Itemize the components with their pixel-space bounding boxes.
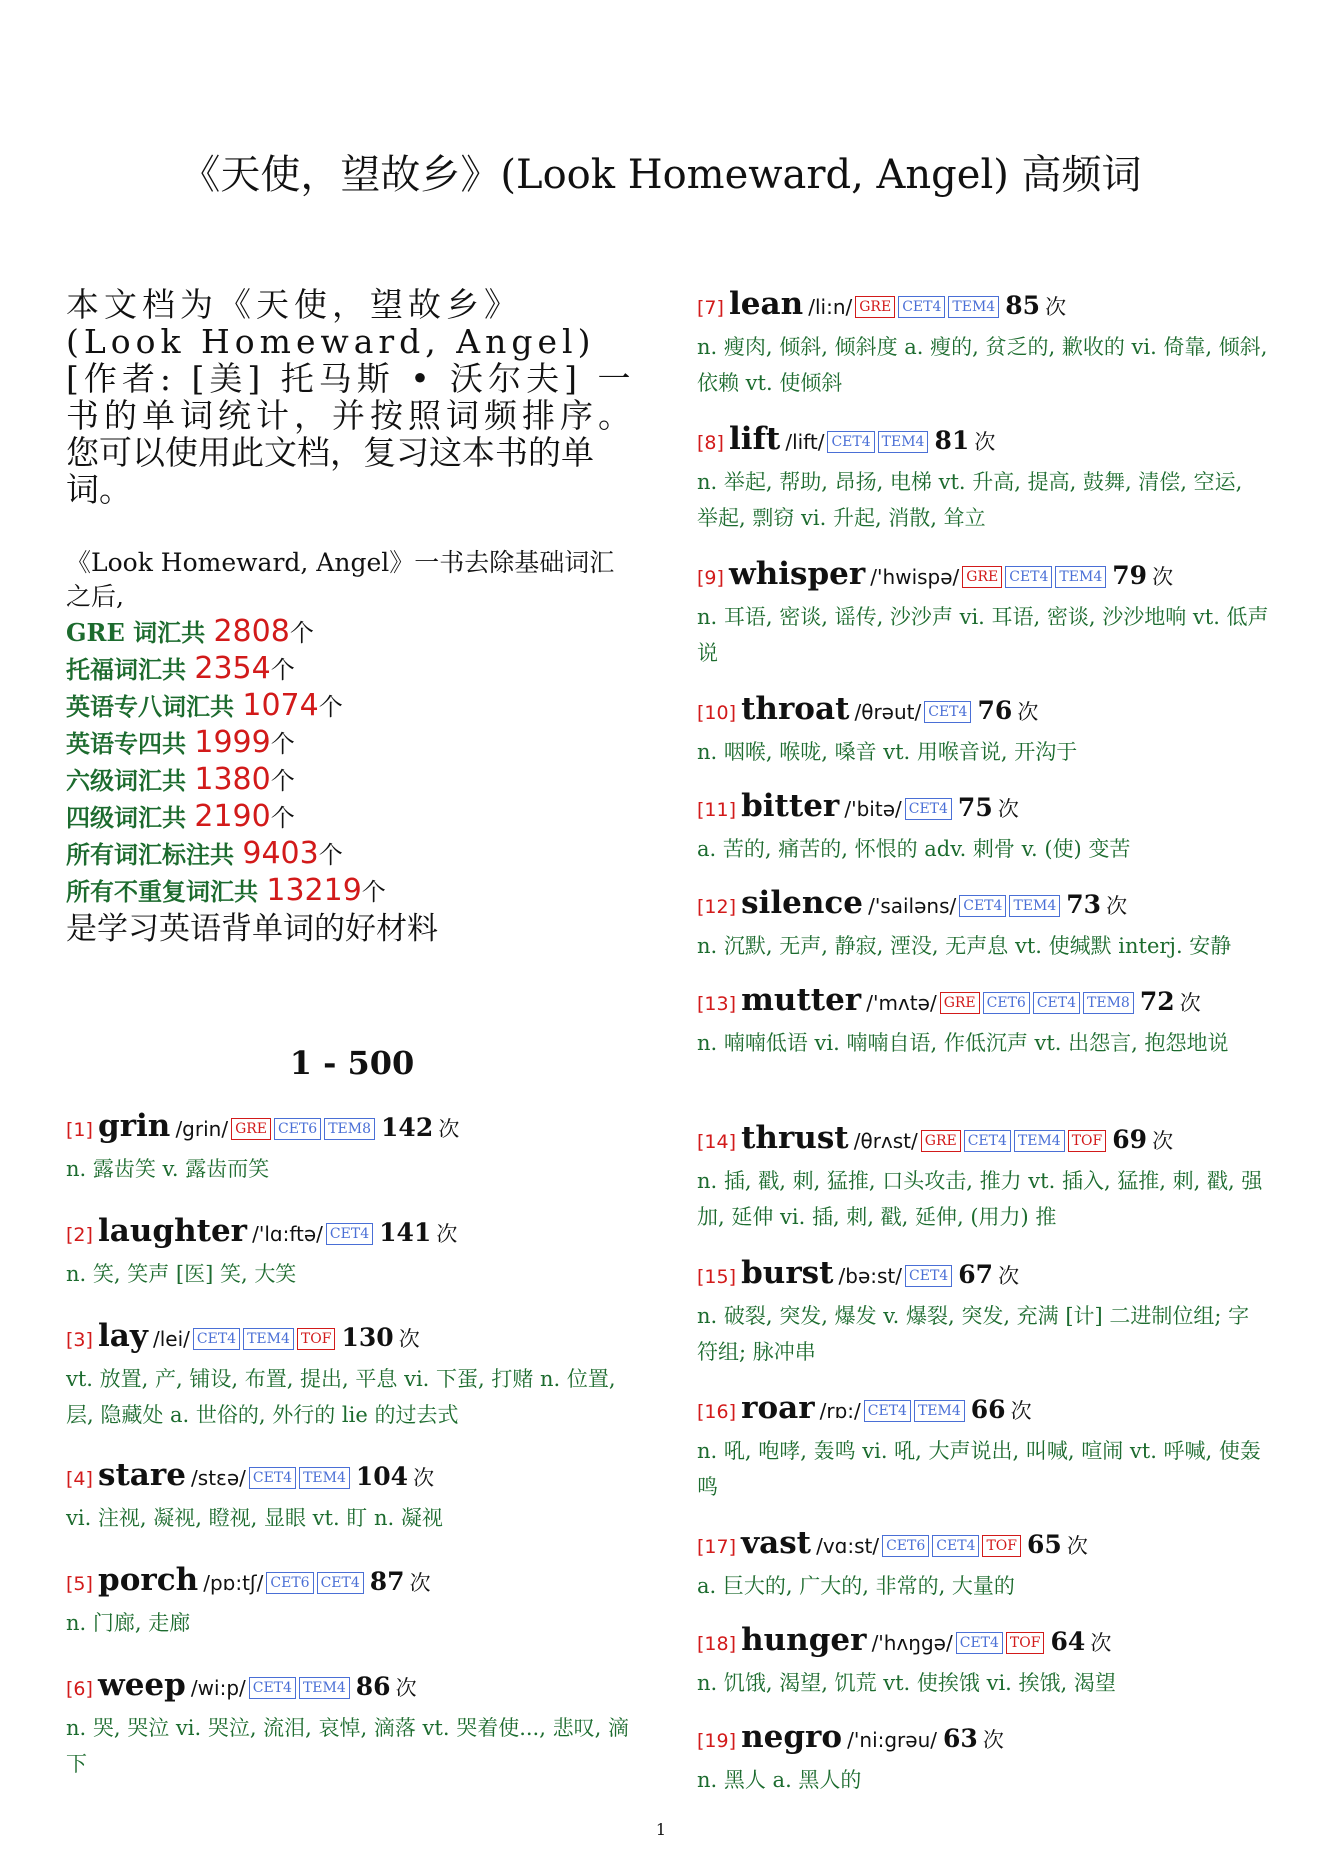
word-entry (697, 982, 1269, 1061)
word-entry (66, 1213, 638, 1292)
entry-index: [2] (66, 1224, 93, 1246)
entry-headline (697, 1255, 1269, 1296)
entry-definition: vi. 注视, 凝视, 瞪视, 显眼 vt. 盯 n. 凝视 (66, 1506, 443, 1530)
entry-definition: n. 笑, 笑声 [医] 笑, 大笑 (66, 1262, 297, 1286)
level-tag: CET4 (827, 431, 874, 453)
entry-count: 76 (977, 696, 1013, 725)
word-entry (697, 885, 1269, 964)
entry-word: silence (741, 885, 863, 921)
stats-unit: 个 (270, 804, 295, 832)
count-unit: 次 (982, 1728, 1004, 1752)
entry-definition: n. 喃喃低语 vi. 喃喃自语, 作低沉声 vt. 出怨言, 抱怨地说 (697, 1031, 1229, 1055)
entry-word: bitter (741, 788, 840, 824)
entry-phonetic: /li:n/ (808, 295, 853, 319)
entry-word: laughter (98, 1213, 248, 1249)
entry-definition: n. 吼, 咆哮, 轰鸣 vi. 吼, 大声说出, 叫喊, 喧闹 vt. 呼喊, 使轰鸣 (697, 1439, 1261, 1499)
entry-count: 81 (934, 426, 970, 455)
entry-count: 104 (355, 1462, 409, 1491)
word-entry (697, 286, 1269, 401)
level-tag: TOF (297, 1328, 336, 1350)
entry-headline (697, 286, 1269, 327)
entry-count: 66 (970, 1395, 1006, 1424)
entry-phonetic: /rɒ:/ (819, 1399, 861, 1423)
level-tag: CET4 (249, 1677, 296, 1699)
entry-word: grin (98, 1108, 171, 1144)
entry-index: [17] (697, 1536, 737, 1558)
level-tag: CET4 (1033, 992, 1080, 1014)
count-unit: 次 (1045, 295, 1067, 319)
entry-phonetic: /lei/ (153, 1327, 190, 1351)
entry-word: hunger (741, 1622, 867, 1658)
entry-count: 85 (1005, 291, 1040, 320)
word-entry (697, 691, 1269, 770)
entry-count: 69 (1112, 1125, 1148, 1154)
stats-label: 六级词汇共 (66, 766, 195, 795)
level-tag: CET4 (905, 798, 952, 820)
entry-count: 63 (943, 1724, 978, 1753)
entry-count: 141 (379, 1218, 432, 1247)
entry-phonetic: /θrʌst/ (853, 1129, 918, 1153)
entry-index: [3] (66, 1329, 93, 1351)
level-tag: CET4 (905, 1265, 952, 1287)
entry-phonetic: /θrəut/ (854, 700, 922, 724)
stats-row (66, 688, 638, 725)
entry-index: [11] (697, 799, 737, 821)
entry-word: lift (729, 421, 781, 457)
entry-word: stare (98, 1457, 186, 1493)
entry-headline (697, 788, 1269, 829)
entry-index: [18] (697, 1633, 737, 1655)
level-tag: CET6 (274, 1118, 321, 1140)
word-entry (697, 788, 1269, 867)
level-tag: CET4 (864, 1400, 911, 1422)
stats-count: 2190 (194, 799, 271, 834)
stats-row (66, 614, 638, 651)
stats-count: 9403 (242, 836, 319, 871)
level-tag: TEM4 (299, 1677, 350, 1699)
stats-count: 1380 (194, 762, 271, 797)
entry-phonetic: /pɒ:tʃ/ (203, 1571, 264, 1595)
level-tag: TEM4 (1055, 566, 1106, 588)
entry-definition: n. 哭, 哭泣 vi. 哭泣, 流泪, 哀悼, 滴落 vt. 哭着使..., 悲叹, 滴下 (66, 1716, 629, 1776)
entry-phonetic: /'ni:grəu/ (847, 1728, 937, 1752)
level-tag: TEM4 (243, 1328, 294, 1350)
entry-index: [16] (697, 1401, 737, 1423)
entry-headline (66, 1213, 638, 1254)
entry-index: [1] (66, 1119, 93, 1141)
level-tag: CET6 (882, 1535, 929, 1557)
entry-word: weep (98, 1667, 186, 1703)
entry-word: burst (741, 1255, 834, 1291)
count-unit: 次 (413, 1466, 435, 1490)
entry-word: porch (98, 1562, 199, 1598)
entry-word: negro (741, 1719, 843, 1755)
entry-headline (697, 421, 1269, 462)
level-tag: CET4 (193, 1328, 240, 1350)
stats-label: 四级词汇共 (66, 803, 195, 832)
entry-definition: a. 巨大的, 广大的, 非常的, 大量的 (697, 1574, 1015, 1598)
entry-definition: n. 举起, 帮助, 昂扬, 电梯 vt. 升高, 提高, 鼓舞, 清偿, 空运, 举起, 剽窃 vi. 升起, 消散, 耸立 (697, 470, 1243, 530)
entry-headline (66, 1667, 638, 1708)
entry-definition: n. 饥饿, 渴望, 饥荒 vt. 使挨饿 vi. 挨饿, 渴望 (697, 1671, 1116, 1695)
level-tag: TOF (982, 1535, 1021, 1557)
range-heading: 1 - 500 (289, 1044, 415, 1082)
entry-phonetic: /'hʌŋgə/ (871, 1631, 953, 1655)
entry-headline (66, 1318, 638, 1359)
entry-definition: n. 黑人 a. 黑人的 (697, 1768, 862, 1792)
entry-index: [12] (697, 896, 737, 918)
entry-count: 130 (341, 1323, 394, 1352)
stats-heading: 《Look Homeward, Angel》一书去除基础词汇之后, (66, 548, 615, 611)
level-tag: CET4 (1005, 566, 1052, 588)
word-entry (66, 1108, 638, 1187)
word-entry (697, 1525, 1269, 1604)
level-tag: CET4 (326, 1223, 373, 1245)
level-tag: GRE (921, 1130, 961, 1152)
entry-word: roar (741, 1390, 815, 1426)
stats-count: 2354 (194, 651, 271, 686)
entry-headline (697, 1719, 1269, 1760)
entry-count: 73 (1066, 890, 1102, 919)
entry-phonetic: /bə:st/ (838, 1264, 903, 1288)
count-unit: 次 (438, 1117, 460, 1141)
entry-phonetic: /lift/ (785, 430, 825, 454)
level-tag: TEM4 (1014, 1130, 1065, 1152)
word-entry (697, 556, 1269, 671)
entry-definition: n. 咽喉, 喉咙, 嗓音 vt. 用喉音说, 开沟于 (697, 740, 1078, 764)
level-tag: TEM8 (1083, 992, 1134, 1014)
count-unit: 次 (1152, 1129, 1174, 1153)
word-entry (697, 1622, 1269, 1701)
entry-headline (66, 1457, 638, 1498)
stats-label: 英语专四共 (66, 729, 195, 758)
entry-phonetic: /stɛə/ (191, 1466, 246, 1490)
entry-count: 65 (1027, 1530, 1062, 1559)
stats-count: 13219 (266, 873, 362, 908)
entry-definition: n. 瘦肉, 倾斜, 倾斜度 a. 瘦的, 贫乏的, 歉收的 vi. 倚靠, 倾斜, 依赖 vt. 使倾斜 (697, 335, 1268, 395)
stats-unit: 个 (318, 693, 343, 721)
level-tag: CET4 (249, 1467, 296, 1489)
stats-label: 英语专八词汇共 (66, 692, 243, 721)
count-unit: 次 (998, 1264, 1020, 1288)
entry-count: 72 (1139, 987, 1175, 1016)
entry-count: 67 (958, 1260, 993, 1289)
stats-row (66, 762, 638, 799)
stats-tail: 是学习英语背单词的好材料 (66, 911, 438, 947)
stats-row (66, 873, 638, 910)
level-tag: CET4 (964, 1130, 1011, 1152)
entry-index: [13] (697, 993, 737, 1015)
count-unit: 次 (436, 1222, 458, 1246)
stats-label: GRE 词汇共 (66, 618, 214, 647)
level-tag: CET4 (924, 701, 971, 723)
level-tag: CET4 (317, 1572, 364, 1594)
entry-headline (697, 1390, 1269, 1431)
entry-index: [9] (697, 567, 724, 589)
word-entry (66, 1318, 638, 1433)
level-tag: TOF (1068, 1130, 1107, 1152)
entry-phonetic: /wi:p/ (190, 1676, 246, 1700)
entry-word: lay (98, 1318, 148, 1354)
entry-count: 86 (355, 1672, 391, 1701)
entry-word: whisper (729, 556, 866, 592)
word-entry (697, 1255, 1269, 1370)
level-tag: CET4 (956, 1632, 1003, 1654)
entry-headline (697, 1525, 1269, 1566)
entry-count: 75 (957, 793, 993, 822)
entry-index: [7] (697, 297, 724, 319)
entry-headline (697, 556, 1269, 597)
level-tag: CET4 (959, 895, 1006, 917)
count-unit: 次 (398, 1327, 420, 1351)
intro-paragraph (66, 286, 638, 508)
count-unit: 次 (1106, 894, 1128, 918)
entry-index: [4] (66, 1468, 93, 1490)
entry-count: 87 (369, 1567, 405, 1596)
entry-headline (66, 1108, 638, 1149)
level-tag: CET6 (266, 1572, 313, 1594)
entry-word: vast (741, 1525, 811, 1561)
count-unit: 次 (1066, 1534, 1088, 1558)
level-tag: GRE (962, 566, 1002, 588)
level-tag: CET6 (983, 992, 1030, 1014)
entry-phonetic: /'lɑ:ftə/ (252, 1222, 323, 1246)
stats-count: 2808 (213, 614, 290, 649)
stats-count: 1999 (194, 725, 271, 760)
stats-unit: 个 (270, 767, 295, 795)
word-entry (697, 421, 1269, 536)
vocabulary-stats (66, 546, 638, 948)
intro-line-2: 您可以使用此文档，复习这本书的单词。 (66, 433, 594, 509)
level-tag: TEM4 (914, 1400, 965, 1422)
entry-headline (697, 885, 1269, 926)
level-tag: GRE (855, 296, 895, 318)
count-unit: 次 (1010, 1399, 1032, 1423)
count-unit: 次 (409, 1571, 431, 1595)
entry-word: lean (729, 286, 804, 322)
entry-headline (697, 1622, 1269, 1663)
entry-definition: n. 破裂, 突发, 爆发 v. 爆裂, 突发, 充满 [计] 二进制位组; 字符组; 脉冲串 (697, 1304, 1250, 1364)
entry-index: [10] (697, 702, 737, 724)
page-number: 1 (655, 1820, 667, 1839)
entry-word: throat (741, 691, 850, 727)
entry-word: thrust (741, 1120, 849, 1156)
level-tag: GRE (940, 992, 980, 1014)
entry-count: 64 (1050, 1627, 1086, 1656)
entry-definition: a. 苦的, 痛苦的, 怀恨的 adv. 刺骨 v. (使) 变苦 (697, 837, 1131, 861)
word-entry (66, 1667, 638, 1782)
word-entry (66, 1562, 638, 1641)
stats-row (66, 836, 638, 873)
entry-index: [8] (697, 432, 724, 454)
count-unit: 次 (997, 797, 1019, 821)
stats-count: 1074 (242, 688, 319, 723)
entry-phonetic: /'hwispə/ (870, 565, 960, 589)
entry-definition: n. 插, 戳, 刺, 猛推, 口头攻击, 推力 vt. 插入, 猛推, 刺, 戳, 强加, 延伸 vi. 插, 刺, 戳, 延伸, (用力) 推 (697, 1169, 1263, 1229)
stats-unit: 个 (361, 878, 386, 906)
stats-label: 托福词汇共 (66, 655, 195, 684)
word-entry (697, 1719, 1269, 1798)
entry-headline (697, 1120, 1269, 1161)
entry-phonetic: /'mʌtə/ (866, 991, 937, 1015)
stats-unit: 个 (289, 619, 314, 647)
entry-definition: n. 耳语, 密谈, 谣传, 沙沙声 vi. 耳语, 密谈, 沙沙地响 vt. 低声说 (697, 605, 1269, 665)
entry-index: [15] (697, 1266, 737, 1288)
level-tag: CET4 (932, 1535, 979, 1557)
intro-line-1: 本文档为《天使，望故乡》(Look Homeward, Angel)[作者: [美] 托马斯 • 沃尔夫] 一书的单词统计，并按照词频排序。 (66, 285, 636, 435)
entry-phonetic: /vɑ:st/ (816, 1534, 880, 1558)
entry-word: mutter (741, 982, 862, 1018)
count-unit: 次 (1017, 700, 1039, 724)
level-tag: TEM4 (1009, 895, 1060, 917)
count-unit: 次 (1152, 565, 1174, 589)
level-tag: TEM4 (948, 296, 999, 318)
count-unit: 次 (974, 430, 996, 454)
entry-phonetic: /'sailəns/ (868, 894, 957, 918)
entry-count: 142 (381, 1113, 434, 1142)
word-entry (697, 1390, 1269, 1505)
word-entry (66, 1457, 638, 1536)
entry-definition: n. 门廊, 走廊 (66, 1611, 191, 1635)
level-tag: TOF (1006, 1632, 1045, 1654)
entry-index: [5] (66, 1573, 93, 1595)
entry-phonetic: /'bitə/ (844, 797, 902, 821)
count-unit: 次 (395, 1676, 417, 1700)
stats-label: 所有词汇标注共 (66, 840, 243, 869)
entry-count: 79 (1112, 561, 1148, 590)
stats-label: 所有不重复词汇共 (66, 877, 267, 906)
entry-definition: n. 沉默, 无声, 静寂, 湮没, 无声息 vt. 使缄默 interj. 安静 (697, 934, 1232, 958)
count-unit: 次 (1090, 1631, 1112, 1655)
word-entry (697, 1120, 1269, 1235)
level-tag: TEM8 (324, 1118, 375, 1140)
entry-index: [14] (697, 1131, 737, 1153)
entry-headline (697, 982, 1269, 1023)
entry-index: [6] (66, 1678, 93, 1700)
stats-unit: 个 (318, 841, 343, 869)
stats-row (66, 799, 638, 836)
entry-phonetic: /grin/ (175, 1117, 229, 1141)
entry-headline (697, 691, 1269, 732)
entry-definition: vt. 放置, 产, 铺设, 布置, 提出, 平息 vi. 下蛋, 打赌 n. 位置, 层, 隐藏处 a. 世俗的, 外行的 lie 的过去式 (66, 1367, 616, 1427)
entry-headline (66, 1562, 638, 1603)
stats-unit: 个 (270, 730, 295, 758)
level-tag: TEM4 (299, 1467, 350, 1489)
page-title: 《天使，望故乡》(Look Homeward, Angel) 高频词 (180, 152, 1142, 198)
stats-row (66, 725, 638, 762)
stats-unit: 个 (270, 656, 295, 684)
entry-index: [19] (697, 1730, 737, 1752)
level-tag: GRE (231, 1118, 271, 1140)
count-unit: 次 (1179, 991, 1201, 1015)
level-tag: CET4 (898, 296, 945, 318)
entry-definition: n. 露齿笑 v. 露齿而笑 (66, 1157, 270, 1181)
level-tag: TEM4 (878, 431, 929, 453)
stats-row (66, 651, 638, 688)
